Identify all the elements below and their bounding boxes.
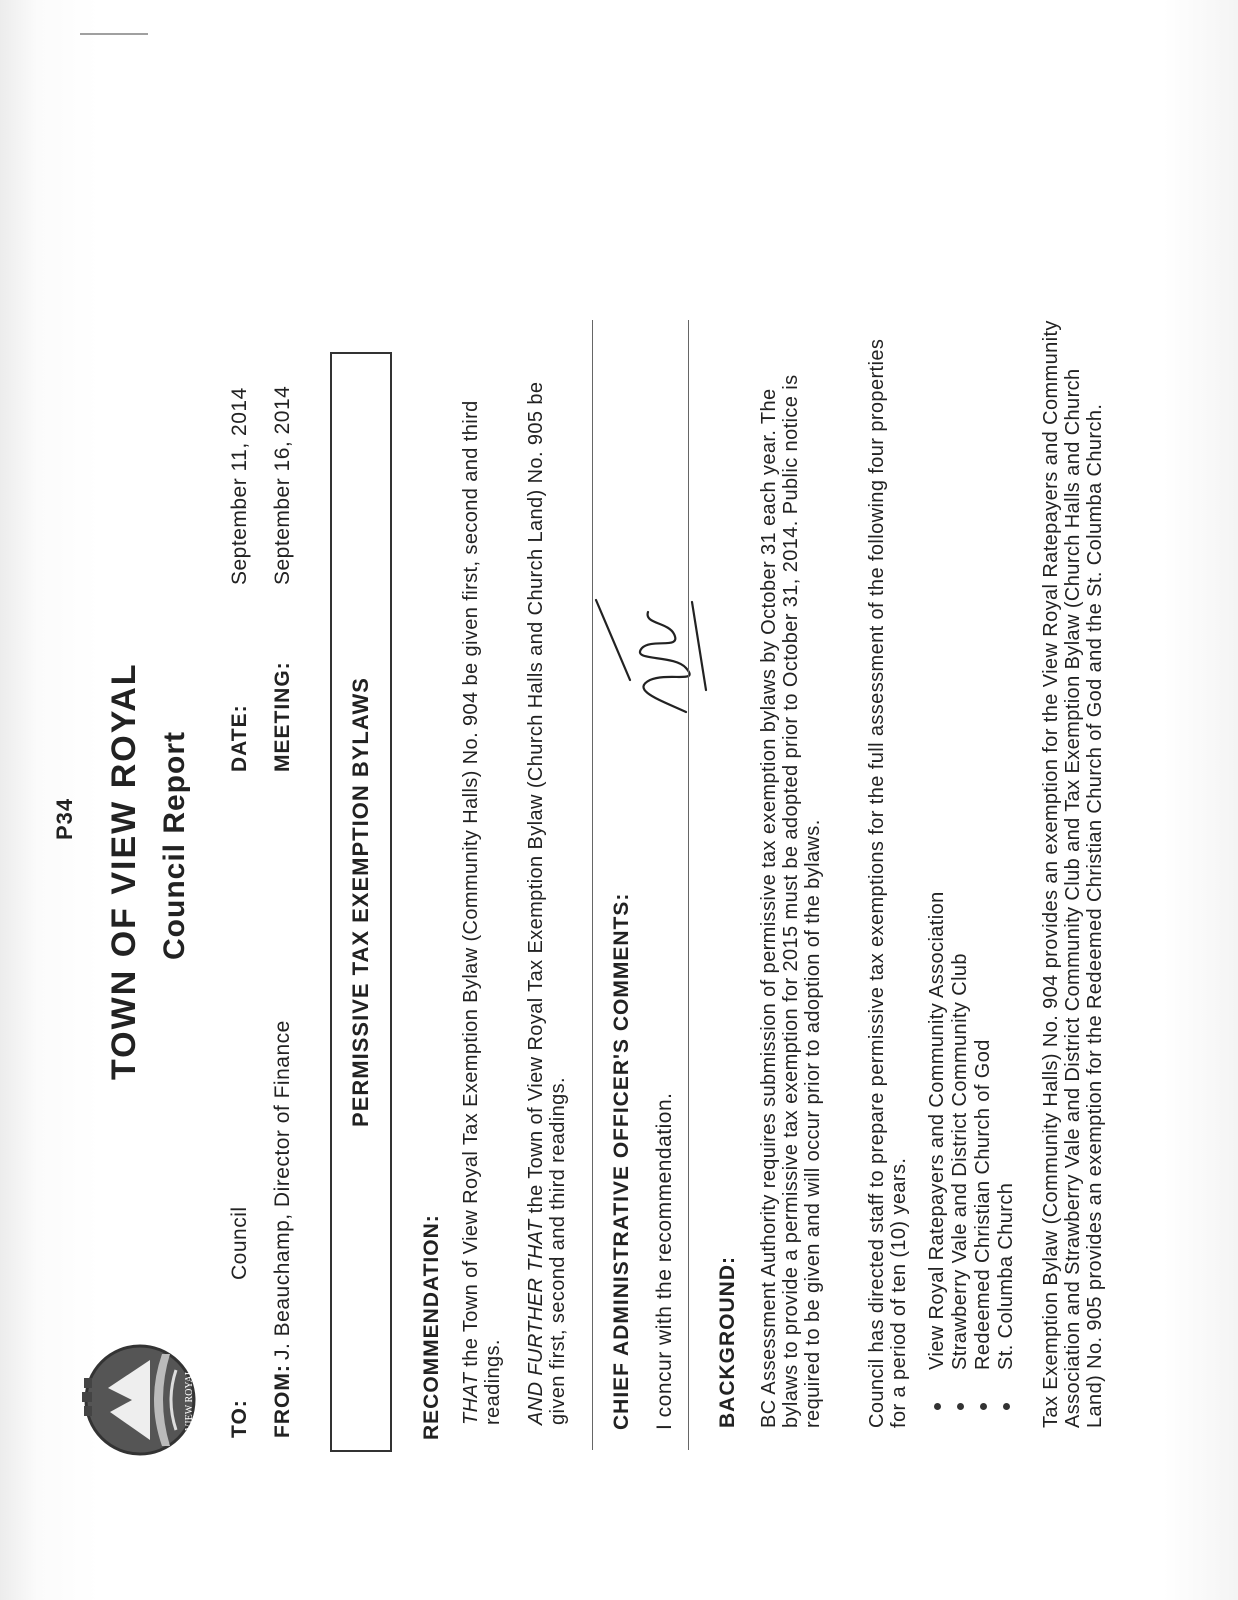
recommendation-heading: RECOMMENDATION:	[420, 1214, 443, 1440]
recommendation-2-text: the Town of View Royal Tax Exemption Bylaw (Church Halls and Church Land) No. 905 be given first, second and third readings.	[525, 381, 569, 1425]
recommendation-1-lead: THAT	[460, 1372, 482, 1425]
recommendation-paragraph-2	[525, 345, 569, 1425]
list-item: St. Columba Church	[995, 510, 1018, 1410]
from-value: J. Beauchamp, Director of Finance	[271, 1020, 294, 1360]
subject-box	[330, 352, 392, 1452]
list-item: Strawberry Vale and District Community Club	[949, 510, 972, 1410]
background-paragraph-1: BC Assessment Authority requires submission of permissive tax exemption bylaws by October 31 each year. The bylaws to provide a permissive tax exemption for 2015 must be adopted prior to October 31, 2014. Public notice is required to be given and will occur prior to adoption of the bylaws.	[758, 374, 824, 1428]
property-list	[926, 510, 1018, 1410]
to-value: Council	[228, 1206, 251, 1280]
subject-title: PERMISSIVE TAX EXEMPTION BYLAWS	[348, 677, 373, 1127]
bullet-icon	[934, 1403, 941, 1410]
recommendation-paragraph-1	[460, 345, 504, 1425]
cao-comments-heading: CHIEF ADMINISTRATIVE OFFICER'S COMMENTS:	[610, 892, 633, 1430]
page-number: P34	[52, 797, 77, 840]
document-subtitle: Council Report	[158, 731, 191, 960]
background-paragraph-2: Council has directed staff to prepare permissive tax exemptions for the full assessment of the following four properties for a period of ten (10) years.	[866, 338, 910, 1428]
recommendation-2-lead: AND FURTHER THAT	[525, 1219, 547, 1425]
date-value: September 11, 2014	[228, 387, 251, 585]
recommendation-1-text: the Town of View Royal Tax Exemption Bylaw (Community Halls) No. 904 be given first, second and third readings.	[460, 400, 504, 1425]
signature-icon	[590, 590, 720, 720]
meeting-label: MEETING:	[271, 661, 294, 772]
divider-top	[592, 320, 593, 1450]
document-title: TOWN OF VIEW ROYAL	[105, 662, 143, 1080]
view-royal-logo-icon	[80, 1340, 200, 1460]
bullet-icon	[980, 1403, 987, 1410]
bullet-icon	[957, 1403, 964, 1410]
cao-comments-text: I concur with the recommendation.	[653, 1092, 676, 1430]
background-heading: BACKGROUND:	[716, 1256, 739, 1428]
meeting-value: September 16, 2014	[271, 385, 294, 585]
background-paragraph-3: Tax Exemption Bylaw (Community Halls) No. 904 provides an exemption for the View Royal Ratepayers and Community Association and Strawberry Vale and District Community Club and Tax Exemption Bylaw (Church Halls and Church Land) No. 905 provides an exemption for the Redeemed Christian Church of God and the St. Columba Church.	[1040, 320, 1106, 1428]
divider-bottom	[688, 320, 689, 1450]
from-label: FROM:	[271, 1364, 294, 1438]
bullet-icon	[1003, 1403, 1010, 1410]
list-item: Redeemed Christian Church of God	[972, 510, 995, 1410]
to-label: TO:	[228, 1399, 251, 1438]
logo-text: VIEW ROYAL	[184, 1369, 195, 1431]
list-item: View Royal Ratepayers and Community Association	[926, 510, 949, 1410]
date-label: DATE:	[228, 704, 251, 772]
